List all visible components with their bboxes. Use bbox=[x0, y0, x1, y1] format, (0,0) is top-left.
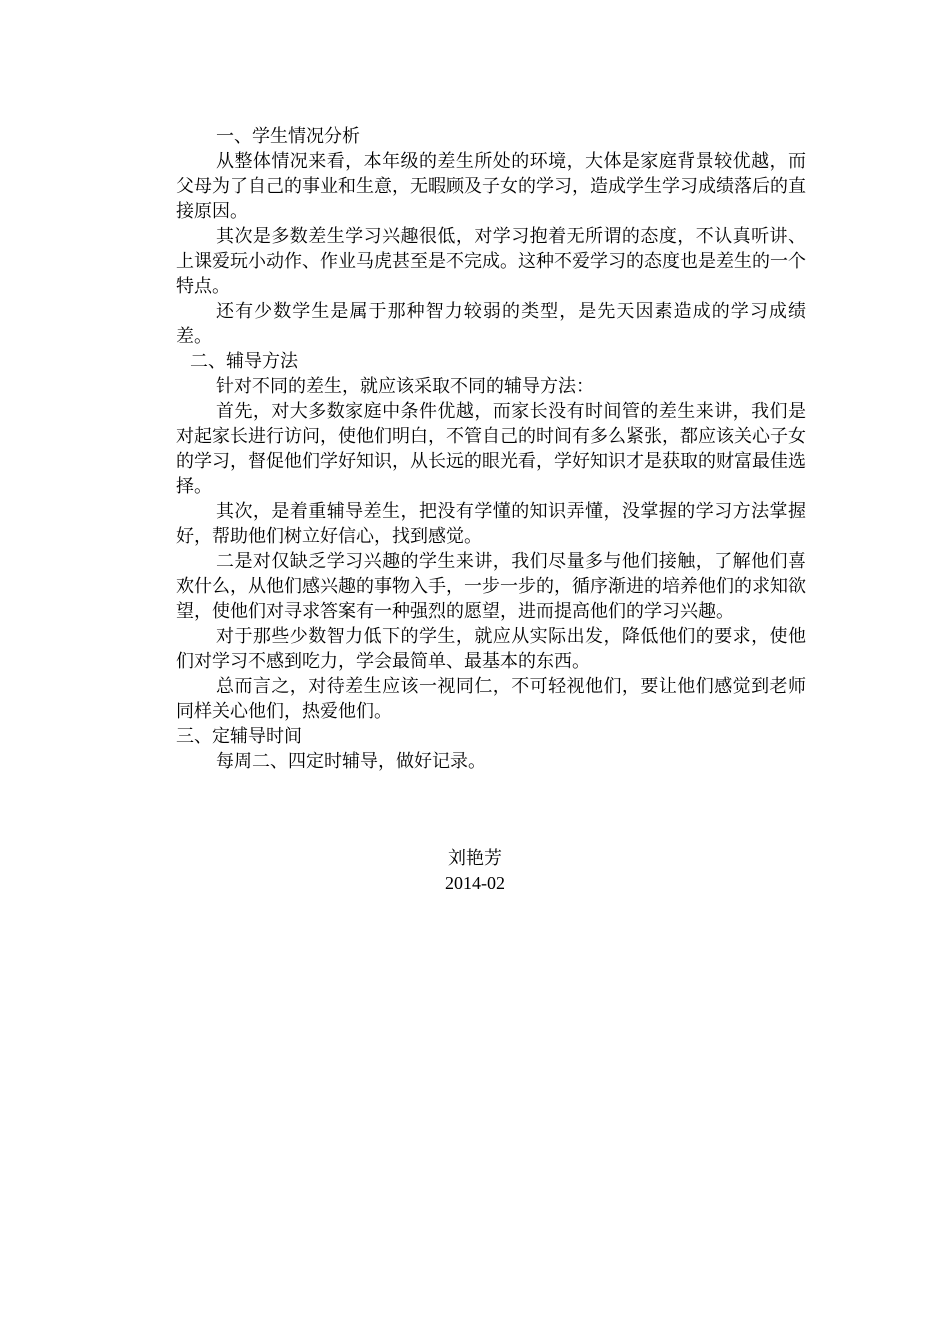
paragraph: 其次是多数差生学习兴趣很低，对学习抱着无所谓的态度，不认真听讲、上课爱玩小动作、作业马虎甚至是不完成。这种不爱学习的态度也是差生的一个特点。 bbox=[176, 226, 806, 297]
section-heading-1: 一、学生情况分析 bbox=[216, 126, 360, 147]
paragraph: 总而言之，对待差生应该一视同仁，不可轻视他们，要让他们感觉到老师同样关心他们，热爱他们。 bbox=[176, 676, 806, 722]
paragraph: 针对不同的差生，就应该采取不同的辅导方法： bbox=[216, 376, 594, 397]
paragraph: 从整体情况来看，本年级的差生所处的环境，大体是家庭背景较优越，而父母为了自己的事业和生意，无暇顾及子女的学习，造成学生学习成绩落后的直接原因。 bbox=[176, 151, 806, 222]
section-heading-3: 三、定辅导时间 bbox=[176, 726, 302, 747]
paragraph: 对于那些少数智力低下的学生，就应从实际出发，降低他们的要求，使他们对学习不感到吃力，学会最简单、最基本的东西。 bbox=[176, 626, 806, 672]
paragraph: 首先，对大多数家庭中条件优越，而家长没有时间管的差生来讲，我们是对起家长进行访问，使他们明白，不管自己的时间有多么紧张，都应该关心子女的学习，督促他们学好知识，从长远的眼光看，学好知识才是获取的财富最佳选择。 bbox=[176, 401, 806, 497]
paragraph: 还有少数学生是属于那种智力较弱的类型，是先天因素造成的学习成绩差。 bbox=[176, 301, 806, 347]
signature-block bbox=[375, 846, 575, 896]
paragraph: 二是对仅缺乏学习兴趣的学生来讲，我们尽量多与他们接触，了解他们喜欢什么，从他们感兴趣的事物入手，一步一步的，循序渐进的培养他们的求知欲望，使他们对寻求答案有一种强烈的愿望，进而提高他们的学习兴趣。 bbox=[176, 551, 806, 622]
paragraph: 其次，是着重辅导差生，把没有学懂的知识弄懂，没掌握的学习方法掌握好，帮助他们树立好信心，找到感觉。 bbox=[176, 501, 806, 547]
section-heading-2: 二、辅导方法 bbox=[190, 351, 298, 372]
document-body bbox=[176, 124, 806, 774]
signature-date: 2014-02 bbox=[445, 873, 505, 893]
signature-name: 刘艳芳 bbox=[448, 848, 502, 869]
paragraph: 每周二、四定时辅导，做好记录。 bbox=[216, 751, 486, 772]
